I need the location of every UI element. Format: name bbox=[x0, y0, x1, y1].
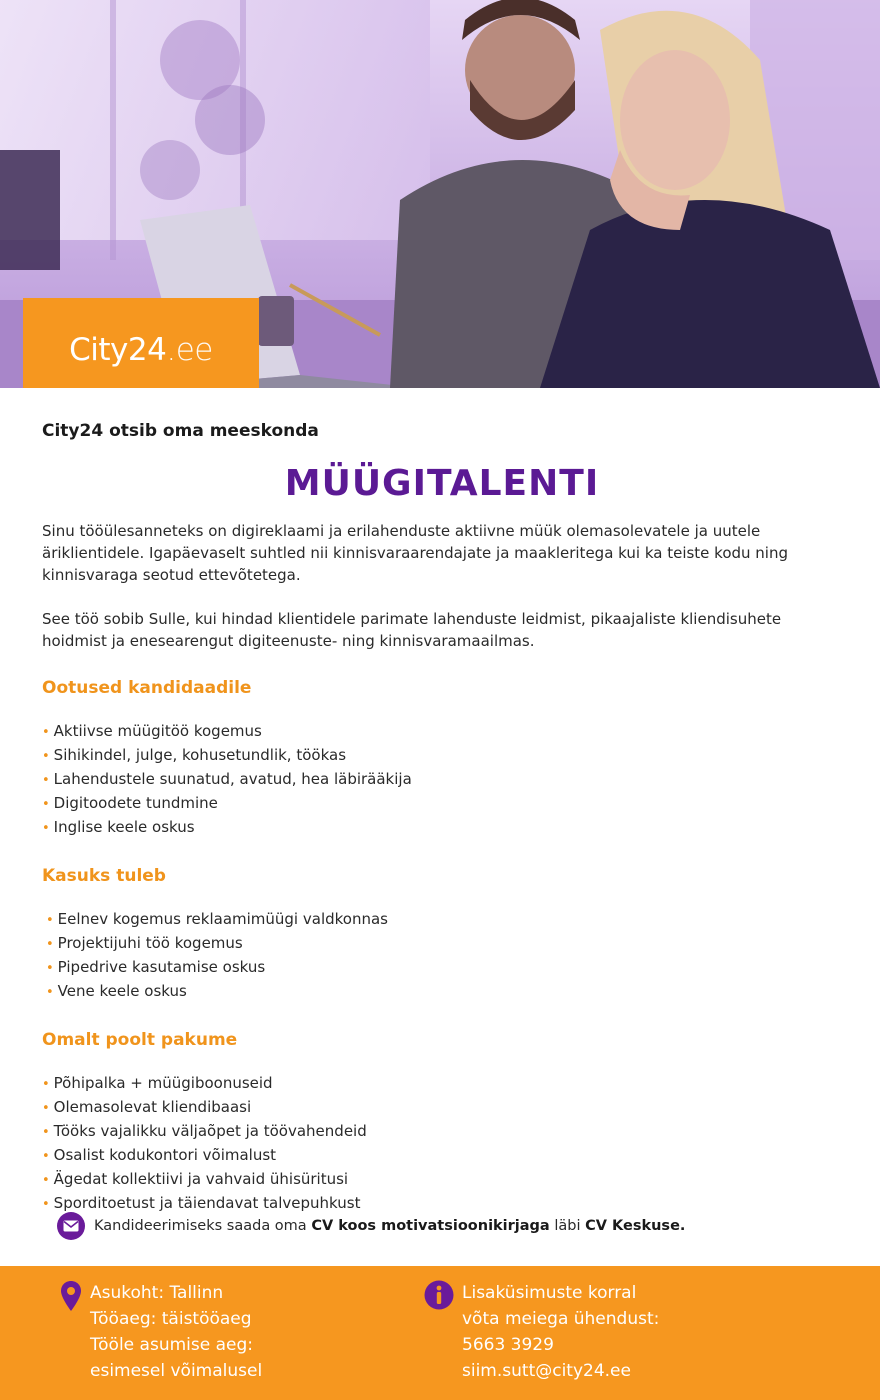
list-item: • Pipedrive kasutamise oskus bbox=[46, 958, 266, 976]
expectations-title: Ootused kandidaadile bbox=[42, 678, 252, 698]
contact-intro: Lisaküsimuste korral bbox=[462, 1283, 637, 1303]
city24-logo bbox=[23, 298, 259, 388]
advantages-title: Kasuks tuleb bbox=[42, 866, 166, 886]
envelope-icon bbox=[57, 1212, 85, 1240]
offer-list bbox=[42, 1072, 842, 1216]
bullet-icon: • bbox=[42, 749, 50, 764]
bullet-icon: • bbox=[42, 821, 50, 836]
location-line: Asukoht: Tallinn bbox=[90, 1283, 224, 1303]
expectations-section bbox=[42, 676, 842, 840]
list-item: • Tööks vajalikku väljaõpet ja töövahendeid bbox=[42, 1122, 367, 1140]
list-item: • Olemasolevat kliendibaasi bbox=[42, 1098, 252, 1116]
bullet-icon: • bbox=[42, 1197, 50, 1212]
footer bbox=[0, 1266, 880, 1400]
list-item: • Eelnev kogemus reklaamimüügi valdkonnas bbox=[46, 910, 388, 928]
expectations-list bbox=[42, 720, 842, 840]
list-item: • Digitoodete tundmine bbox=[42, 794, 218, 812]
list-item: • Sporditoetust ja täiendavat talvepuhkust bbox=[42, 1194, 361, 1212]
start-date-value: esimesel võimalusel bbox=[90, 1361, 263, 1381]
logo-text: City24.ee bbox=[69, 331, 213, 368]
advantages-list bbox=[42, 908, 842, 1004]
bullet-icon: • bbox=[46, 913, 54, 928]
list-item: • Ägedat kollektiivi ja vahvaid ühisüritusi bbox=[42, 1170, 349, 1188]
info-icon bbox=[424, 1280, 454, 1384]
bullet-icon: • bbox=[42, 1149, 50, 1164]
offer-title: Omalt poolt pakume bbox=[42, 1030, 238, 1050]
bullet-icon: • bbox=[42, 1173, 50, 1188]
application-cta bbox=[57, 1212, 685, 1240]
list-item: • Põhipalka + müügiboonuseid bbox=[42, 1074, 273, 1092]
hero-photo bbox=[0, 0, 880, 388]
contact-phone[interactable]: 5663 3929 bbox=[462, 1335, 554, 1355]
intro-paragraph-1: Sinu tööülesanneteks on digireklaami ja erilahenduste aktiivne müük olemasolevatele ja uutele äriklientidele. Igapäevaselt suhtled nii kinnisvaraarendajate ja maakleritega kui ka teiste kodu ning kinnisvaraga seotud ettevõtetega. bbox=[42, 522, 789, 584]
bullet-icon: • bbox=[46, 961, 54, 976]
bullet-icon: • bbox=[42, 1101, 50, 1116]
job-title: MÜÜGITALENTI bbox=[284, 463, 600, 504]
intro-paragraph-2: See töö sobib Sulle, kui hindad klientidele parimate lahenduste leidmist, pikaajaliste kliendisuhete hoidmist ja enesearengut digiteenuste- ning kinnisvaramaailmas. bbox=[42, 610, 782, 650]
bullet-icon: • bbox=[46, 985, 54, 1000]
bullet-icon: • bbox=[42, 1077, 50, 1092]
list-item: • Vene keele oskus bbox=[46, 982, 187, 1000]
contact-email[interactable]: siim.sutt@city24.ee bbox=[462, 1361, 631, 1381]
contact-intro-2: võta meiega ühendust: bbox=[462, 1309, 660, 1329]
bullet-icon: • bbox=[42, 725, 50, 740]
list-item: • Lahendustele suunatud, avatud, hea läbirääkija bbox=[42, 770, 412, 788]
advantages-section bbox=[42, 864, 842, 1004]
start-date-label: Tööle asumise aeg: bbox=[90, 1335, 253, 1355]
list-item: • Projektijuhi töö kogemus bbox=[46, 934, 243, 952]
bullet-icon: • bbox=[42, 773, 50, 788]
offer-section bbox=[42, 1028, 842, 1216]
contact-info bbox=[424, 1280, 659, 1384]
list-item: • Osalist kodukontori võimalust bbox=[42, 1146, 277, 1164]
location-pin-icon bbox=[60, 1280, 82, 1384]
bullet-icon: • bbox=[42, 797, 50, 812]
list-item: • Sihikindel, julge, kohusetundlik, töökas bbox=[42, 746, 347, 764]
job-ad-content bbox=[42, 418, 842, 1216]
bullet-icon: • bbox=[42, 1125, 50, 1140]
bullet-icon: • bbox=[46, 937, 54, 952]
list-item: • Inglise keele oskus bbox=[42, 818, 195, 836]
location-info bbox=[60, 1280, 262, 1384]
cta-text: Kandideerimiseks saada oma CV koos motivatsioonikirjaga läbi CV Keskuse. bbox=[94, 1218, 686, 1234]
work-time-line: Tööaeg: täistööaeg bbox=[90, 1309, 252, 1329]
company-subtitle: City24 otsib oma meeskonda bbox=[42, 421, 319, 441]
list-item: • Aktiivse müügitöö kogemus bbox=[42, 722, 262, 740]
